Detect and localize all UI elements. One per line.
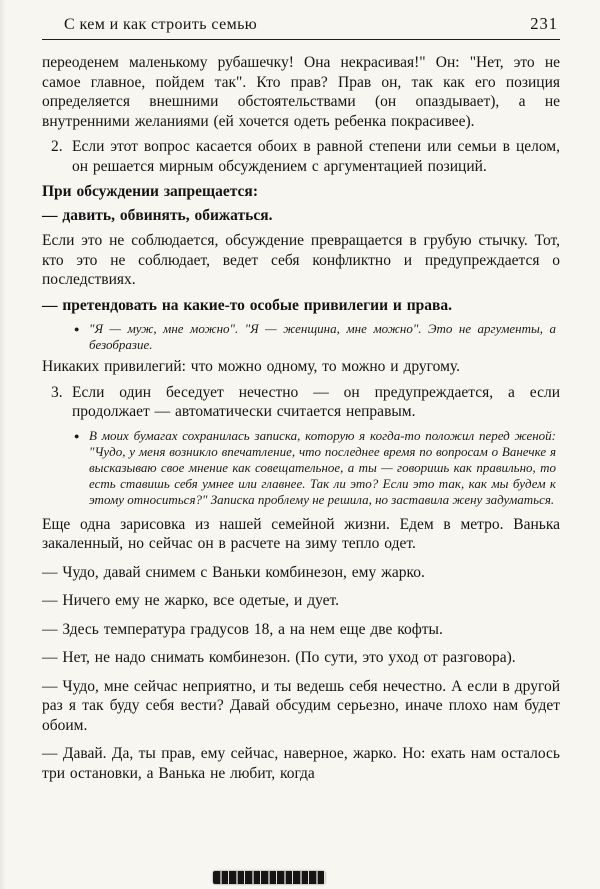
dialog-line-3: — Здесь температура градусов 18, а на нем еще две кофты. — [42, 620, 443, 638]
running-title: С кем и как строить семью — [64, 16, 258, 33]
header-rule — [42, 39, 560, 40]
note-text: В моих бумагах сохранилась записка, которую я когда-то положил перед женой: "Чудо, у меня возникло впечатление, что последнее время по вопросам о Ванечке я высказываю свое мнение как совещательное, а ты — говоришь как правильно, то есть ставишь себя умнее или главнее. Так ли это? Если это так, как мы будем к этому относиться?" Записка проблему не решила, но заставила жену задуматься. — [89, 427, 556, 508]
dialog-line-5: — Чудо, мне сейчас неприятно, и ты ведешь себя нечестно. А если в другой раз я так буду себя вести? Давай обсудим серьезно, иначе плохо нам будет обоим. — [42, 677, 560, 734]
page-body — [42, 53, 560, 783]
paragraph-continuation: переоденем маленькому рубашечку! Она некрасивая!" Он: "Нет, это не самое главное, пойдем так". Кто прав? Прав он, так как его позиция определяется внешними обстоятельствами (он опаздывает), а не внутренними желаниями (ей хочется одеть ребенка покрасивее). — [42, 54, 560, 130]
numbered-item-3 — [42, 383, 560, 422]
item-number: 2. — [51, 138, 63, 156]
item-text: Если один беседует нечестно — он предупреждается, а если продолжает — автоматически считается неправым. — [72, 383, 560, 421]
scan-artifact-barcode — [213, 871, 325, 884]
item-number: 3. — [51, 383, 63, 401]
bullet-note-1 — [74, 321, 556, 353]
rule-1-note: Если это не соблюдается, обсуждение превращается в грубую стычку. Тот, кто это не соблюдает, ведет себя конфликтно и предупреждается о последствиях. — [42, 232, 560, 289]
dialog-line-4: — Нет, не надо снимать комбинезон. (По сути, это уход от разговора). — [42, 649, 516, 667]
item-text: Если этот вопрос касается обоих в равной степени или семьи в целом, он решается мирным обсуждением с аргументацией позиций. — [72, 138, 560, 175]
bullet-icon: ● — [74, 324, 80, 335]
note-text: "Я — муж, мне можно". "Я — женщина, мне можно". Это не аргументы, а безобразие. — [89, 321, 556, 353]
numbered-item-2 — [42, 137, 560, 176]
rule-line-2: — претендовать на какие-то особые привилегии и права. — [42, 296, 452, 314]
dialog-line-6: — Давай. Да, ты прав, ему сейчас, наверное, жарко. Но: ехать нам осталось три остановки, а Ванька не любит, когда — [42, 745, 560, 782]
rule-line-1: — давить, обвинять, обижаться. — [42, 206, 273, 224]
bullet-note-2 — [74, 428, 556, 509]
bullet-icon: ● — [74, 430, 80, 441]
dialog-line-1: — Чудо, давай снимем с Ваньки комбинезон, ему жарко. — [42, 563, 425, 581]
page-number: 231 — [530, 14, 558, 33]
story-intro: Еще одна зарисовка из нашей семейной жизни. Едем в метро. Ванька закаленный, но сейчас он в расчете на зиму тепло одет. — [42, 515, 560, 553]
dialog-line-2: — Ничего ему не жарко, все одетые, и дует. — [42, 592, 339, 610]
rule-2-note: Никаких привилегий: что можно одному, то можно и другому. — [42, 358, 460, 376]
page-header — [42, 12, 560, 39]
rules-heading: При обсуждении запрещается: — [42, 183, 258, 201]
